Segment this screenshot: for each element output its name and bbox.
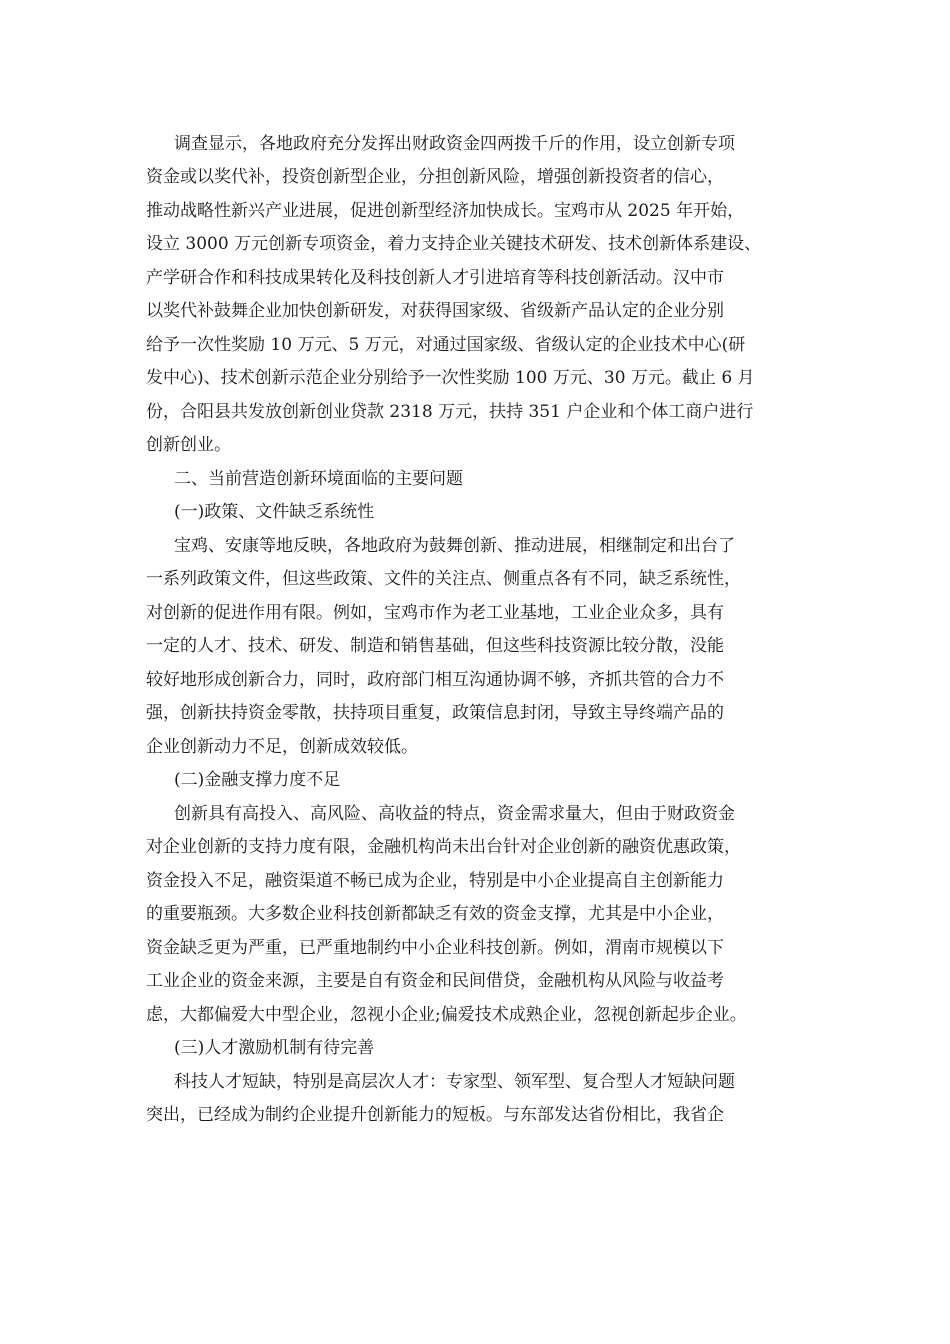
text-line: 企业创新动力不足，创新成效较低。	[146, 737, 418, 757]
text-line: 虑，大都偏爱大中型企业，忽视小企业;偏爱技术成熟企业，忽视创新起步企业。	[146, 1005, 747, 1025]
text-line: 给予一次性奖励 10 万元、5 万元，对通过国家级、省级认定的企业技术中心(研	[146, 335, 746, 355]
subsection-heading: (二)金融支撑力度不足	[174, 770, 341, 790]
text-line: 份，合阳县共发放创新创业贷款 2318 万元，扶持 351 户企业和个体工商户进行	[146, 402, 754, 422]
text-line: 科技人才短缺，特别是高层次人才：专家型、领军型、复合型人才短缺问题	[174, 1072, 735, 1092]
text-line: 的重要瓶颈。大多数企业科技创新都缺乏有效的资金支撑，尤其是中小企业，	[146, 904, 724, 924]
text-line: 资金投入不足，融资渠道不畅已成为企业，特别是中小企业提高自主创新能力	[146, 871, 724, 891]
text-line: 资金或以奖代补，投资创新型企业，分担创新风险，增强创新投资者的信心，	[146, 167, 724, 187]
text-line: 工业企业的资金来源，主要是自有资金和民间借贷，金融机构从风险与收益考	[146, 971, 724, 991]
text-line: 资金缺乏更为严重，已严重地制约中小企业科技创新。例如，渭南市规模以下	[146, 938, 724, 958]
section-heading: 二、当前营造创新环境面临的主要问题	[174, 469, 463, 489]
text-line: 一系列政策文件，但这些政策、文件的关注点、侧重点各有不同，缺乏系统性，	[146, 569, 741, 589]
text-line: 宝鸡、安康等地反映，各地政府为鼓舞创新、推动进展，相继制定和出台了	[174, 536, 735, 556]
text-line: 较好地形成创新合力，同时，政府部门相互沟通协调不够，齐抓共管的合力不	[146, 670, 724, 690]
text-line: 推动战略性新兴产业进展，促进创新型经济加快成长。宝鸡市从 2025 年开始，	[146, 201, 745, 221]
subsection-heading: (一)政策、文件缺乏系统性	[174, 502, 375, 522]
text-line: 创新具有高投入、高风险、高收益的特点，资金需求量大，但由于财政资金	[174, 804, 735, 824]
text-line: 对创新的促进作用有限。例如，宝鸡市作为老工业基地，工业企业众多，具有	[146, 603, 724, 623]
text-line: 以奖代补鼓舞企业加快创新研发，对获得国家级、省级新产品认定的企业分别	[146, 301, 724, 321]
text-line: 强，创新扶持资金零散，扶持项目重复，政策信息封闭，导致主导终端产品的	[146, 703, 724, 723]
text-line: 一定的人才、技术、研发、制造和销售基础，但这些科技资源比较分散，没能	[146, 636, 724, 656]
text-line: 突出，已经成为制约企业提升创新能力的短板。与东部发达省份相比，我省企	[146, 1105, 724, 1125]
text-line: 调查显示，各地政府充分发挥出财政资金四两拨千斤的作用，设立创新专项	[174, 134, 735, 154]
text-line: 创新创业。	[146, 435, 231, 455]
text-line: 产学研合作和科技成果转化及科技创新人才引进培育等科技创新活动。汉中市	[146, 268, 724, 288]
text-line: 对企业创新的支持力度有限，金融机构尚未出台针对企业创新的融资优惠政策，	[146, 837, 741, 857]
text-line: 发中心)、技术创新示范企业分别给予一次性奖励 100 万元、30 万元。截止 6 月	[146, 368, 755, 388]
text-line: 设立 3000 万元创新专项资金，着力支持企业关键技术研发、技术创新体系建设、	[146, 234, 762, 254]
subsection-heading: (三)人才激励机制有待完善	[174, 1038, 375, 1058]
